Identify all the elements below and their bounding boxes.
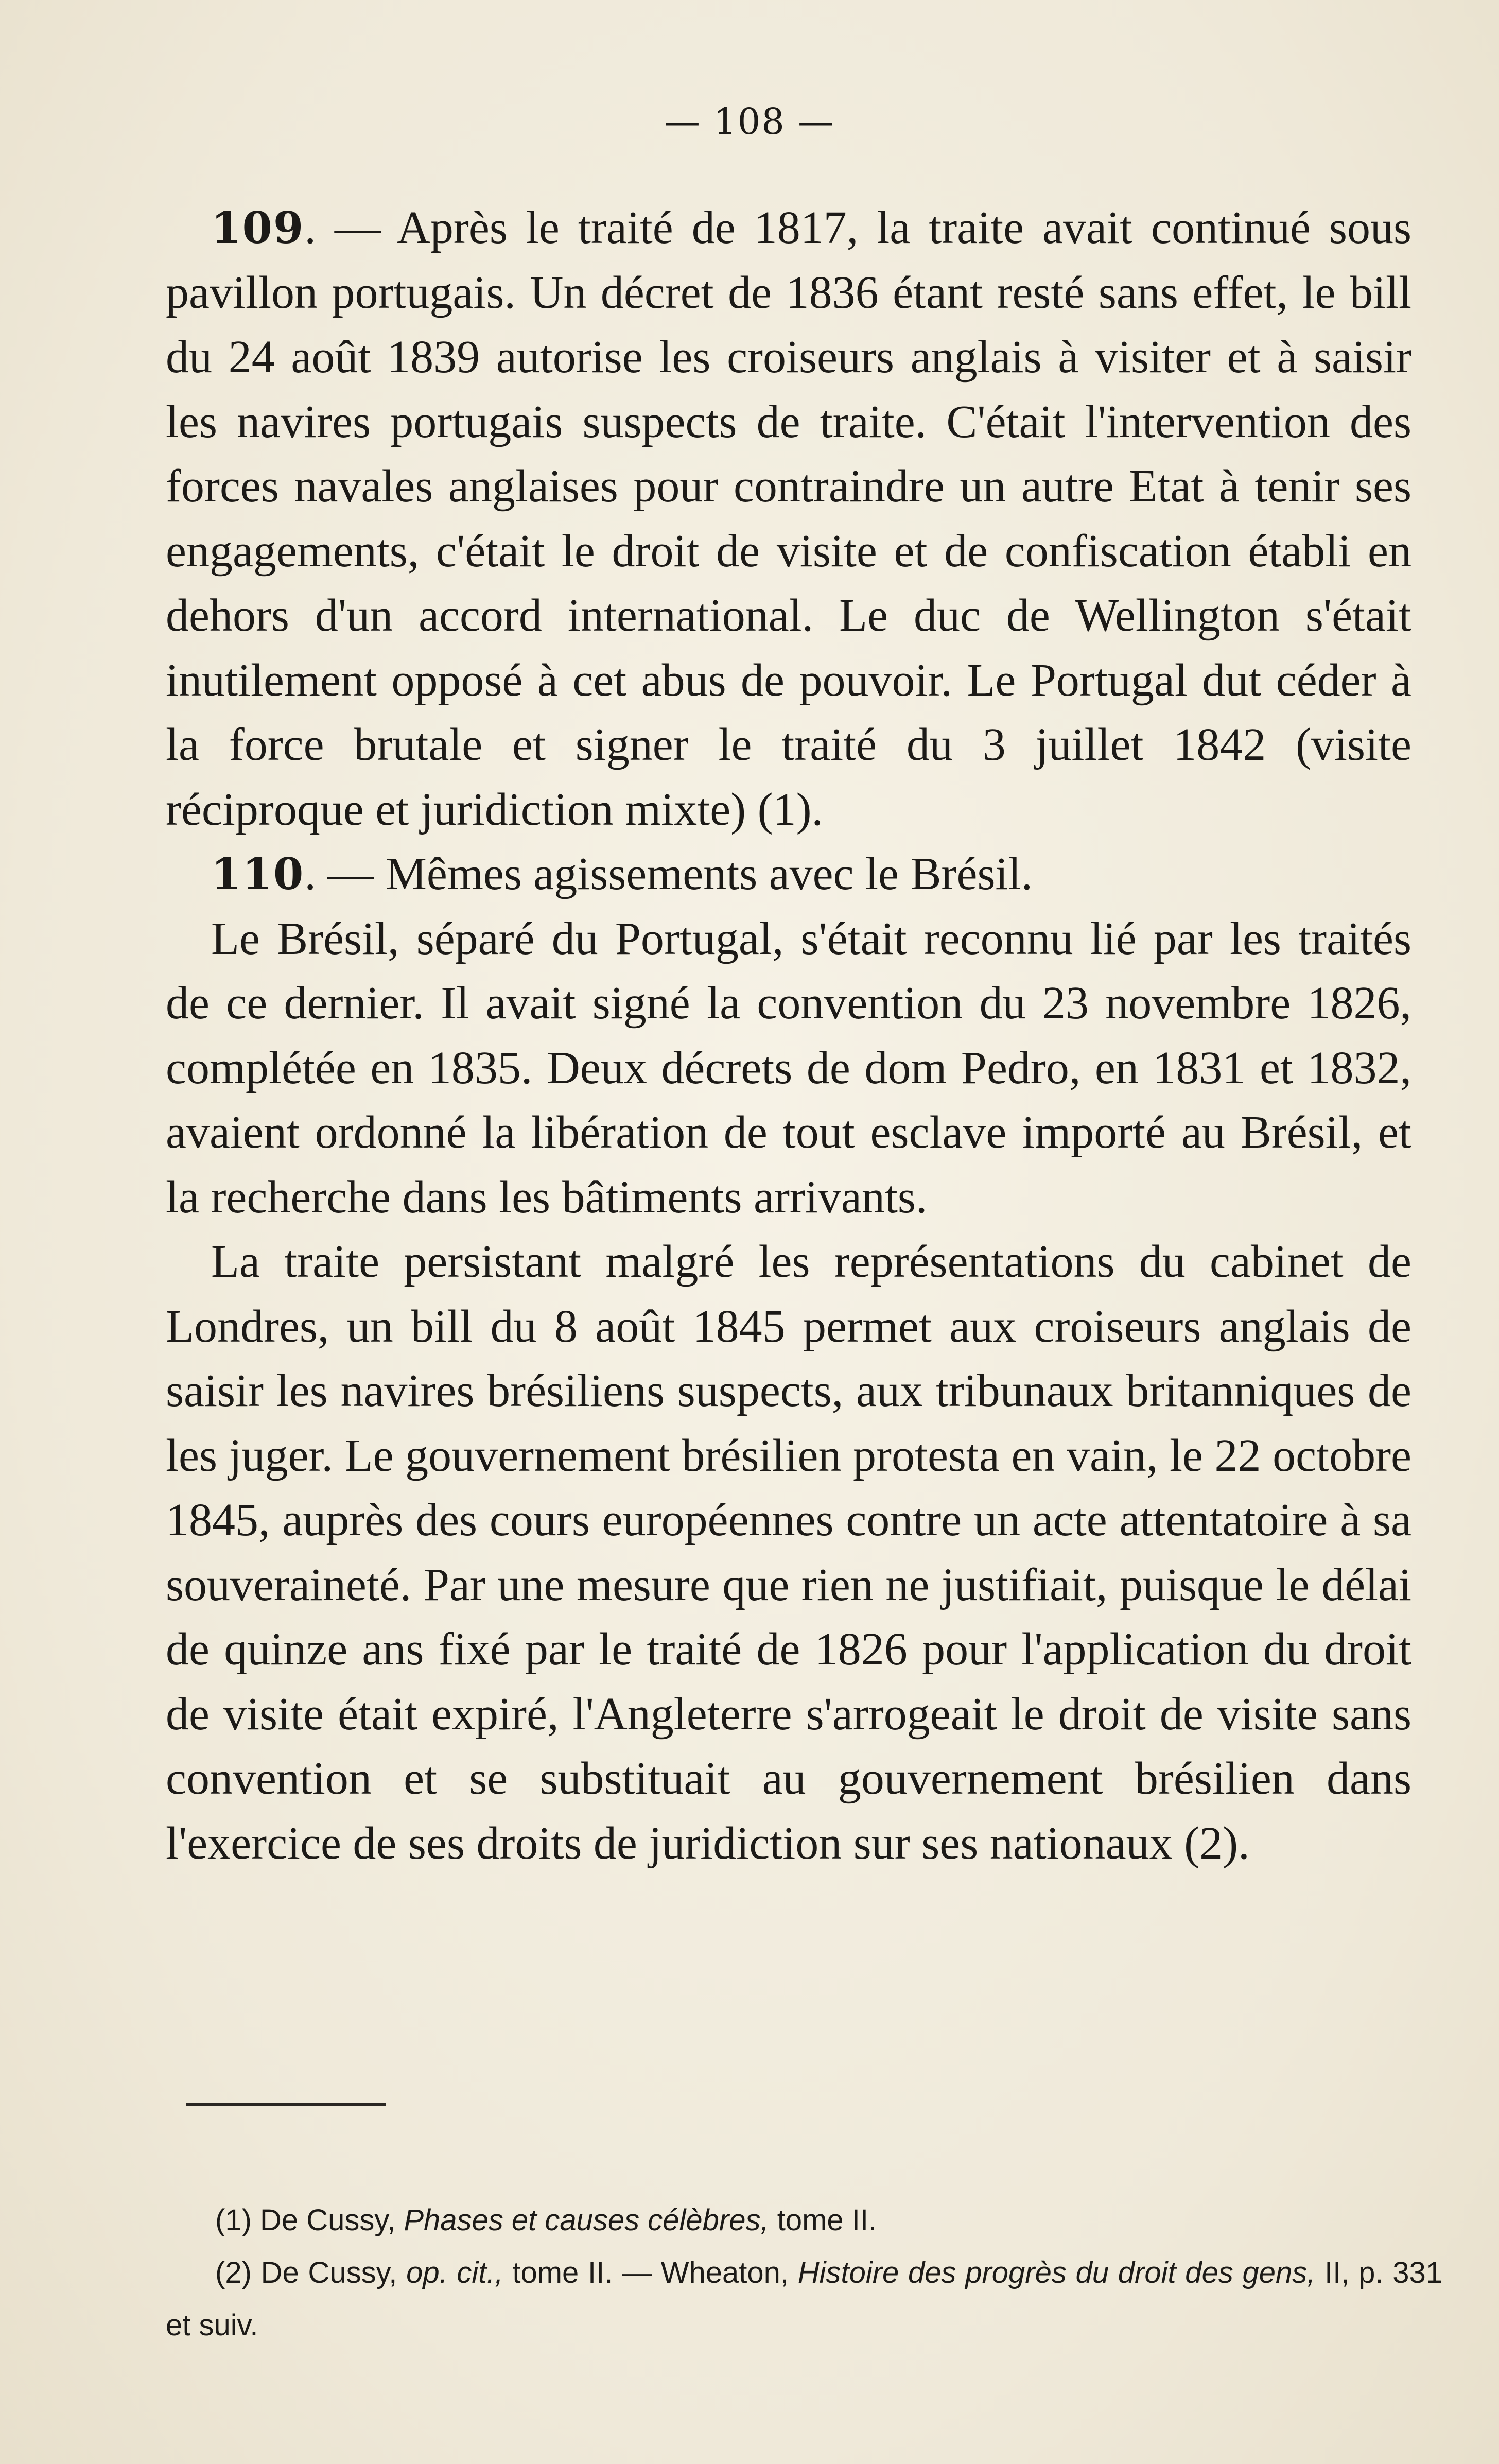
footnote: (2) De Cussy, op. cit., tome II. — Wheaton, Histoire des progrès du droit des gens, II, p. 331 et suiv. bbox=[166, 2256, 1443, 2342]
section-text: . — Après le traité de 1817, la traite avait continué sous pavillon portugais. Un décret de 1836 étant resté sans effet, le bill du 24 août 1839 autorise les croiseurs anglais à visiter et à saisir les navires portugais suspects de traite. C'était l'intervention des forces navales anglaises pour contraindre un autre Etat à tenir ses engagements, c'était le droit de visite et de confiscation établi en dehors d'un accord international. Le duc de Wellington s'était inutilement opposé à cet abus de pouvoir. Le Portugal dut céder à la force brutale et signer le traité du 3 juillet 1842 (visite réciproque et juridiction mixte) (1). bbox=[166, 202, 1411, 835]
footnote-separator bbox=[186, 2103, 386, 2106]
page-number: — 108 — bbox=[664, 100, 835, 143]
footnote: (1) De Cussy, Phases et causes célèbres, tome II. bbox=[215, 2203, 877, 2237]
section-text: . — Mêmes agissements avec le Brésil. bbox=[304, 848, 1033, 899]
section-110 bbox=[166, 842, 1411, 907]
paragraph: Le Brésil, séparé du Portugal, s'était reconnu lié par les traités de ce dernier. Il avait signé la convention du 23 novembre 1826, complétée en 1835. Deux décrets de dom Pedro, en 1831 et 1832, avaient ordonné la libération de tout esclave importé au Brésil, et la recherche dans les bâtiments arrivants. bbox=[166, 913, 1411, 1223]
body-text bbox=[166, 196, 1411, 1876]
section-109 bbox=[166, 196, 1411, 842]
footnotes bbox=[166, 2194, 1442, 2352]
paragraph: La traite persistant malgré les représentations du cabinet de Londres, un bill du 8 août 1845 permet aux croiseurs anglais de saisir les navires brésiliens suspects, aux tribunaux britanniques de les juger. Le gouvernement brésilien protesta en vain, le 22 octobre 1845, auprès des cours européennes contre un acte attentatoire à sa souveraineté. Par une mesure que rien ne justifiait, puisque le délai de quinze ans fixé par le traité de 1826 pour l'application du droit de visite était expiré, l'Angleterre s'arrogeait le droit de visite sans convention et se substituait au gouvernement brésilien dans l'exercice de ses droits de juridiction sur ses nationaux (2). bbox=[166, 1236, 1411, 1869]
section-number: 109 bbox=[211, 202, 305, 253]
section-number: 110 bbox=[211, 848, 305, 899]
